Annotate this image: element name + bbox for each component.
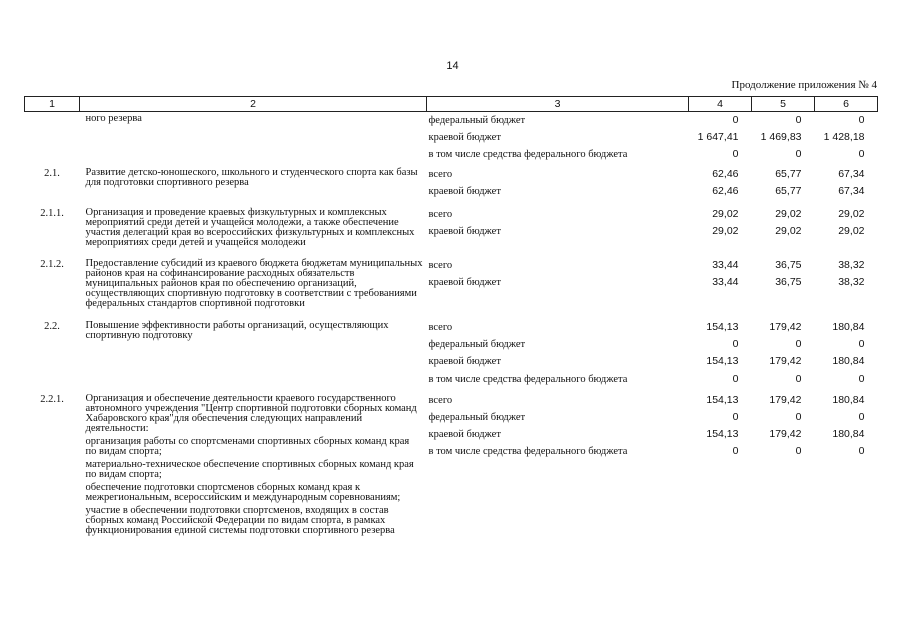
table-body xyxy=(25,112,878,541)
value-cell-5 xyxy=(752,257,815,312)
funding-source-label: всего xyxy=(428,168,453,180)
continuation-label: Продолжение приложения № 4 xyxy=(731,79,877,91)
description-paragraph: участие в обеспечении подготовки спортсменов, входящих в состав сборных команд Российской Федерации по видам спорта, в рамках функционирования единой системы подготовки спортивного резерва xyxy=(85,504,395,536)
funding-source-label: всего xyxy=(428,321,453,333)
amount-value: 1 469,83 xyxy=(760,131,802,144)
row-description xyxy=(80,319,427,388)
amount-value: 180,84 xyxy=(832,393,865,406)
description-paragraph: Организация и проведение краевых физкультурных и комплексных мероприятий среди детей и учащейся молодежи, а также обеспечение участия делегаций края во всероссийских физкультурных и комплексных мероприятиях среди детей и учащейся молодежи xyxy=(85,206,415,248)
row-description xyxy=(80,257,427,312)
amount-value: 36,75 xyxy=(775,258,802,271)
amount-value: 62,46 xyxy=(712,184,739,197)
value-cell-4 xyxy=(689,112,752,164)
amount-value: 0 xyxy=(732,338,739,351)
row-spacer xyxy=(25,539,878,541)
row-description xyxy=(80,166,427,200)
amount-value: 62,46 xyxy=(712,167,739,180)
value-cell-6 xyxy=(815,166,878,200)
amount-value: 67,34 xyxy=(838,167,865,180)
description-paragraph: обеспечение подготовки спортсменов сборных команд края к межрегиональным, всероссийским и международным соревнованиям; xyxy=(85,481,401,503)
amount-value: 179,42 xyxy=(769,428,802,441)
funding-source-cell xyxy=(427,392,689,539)
header-col-6: 6 xyxy=(815,97,878,112)
amount-value: 65,77 xyxy=(775,167,802,180)
funding-source-label: федеральный бюджет xyxy=(428,339,526,351)
funding-source-label: краевой бюджет xyxy=(428,277,501,289)
table-row xyxy=(25,319,878,388)
value-cell-5 xyxy=(752,166,815,200)
value-cell-6 xyxy=(815,319,878,388)
amount-value: 29,02 xyxy=(838,207,865,220)
amount-value: 0 xyxy=(795,445,802,458)
header-col-1: 1 xyxy=(25,97,80,112)
description-paragraph: Повышение эффективности работы организаций, осуществляющих спортивную подготовку xyxy=(85,319,389,341)
amount-value: 179,42 xyxy=(769,355,802,368)
description-paragraph: организация работы со спортсменами спортивных сборных команд края по видам спорта; xyxy=(85,435,410,457)
funding-source-label: в том числе средства федерального бюджета xyxy=(428,149,628,161)
amount-value: 154,13 xyxy=(706,428,739,441)
row-number: 2.1.1. xyxy=(40,207,64,219)
row-description xyxy=(80,206,427,251)
row-number: 2.2. xyxy=(44,320,60,332)
header-col-4: 4 xyxy=(689,97,752,112)
row-description xyxy=(80,112,427,164)
funding-source-label: краевой бюджет xyxy=(428,356,501,368)
amount-value: 33,44 xyxy=(712,276,739,289)
amount-value: 38,32 xyxy=(838,276,865,289)
amount-value: 0 xyxy=(795,410,802,423)
row-spacer xyxy=(25,312,878,319)
spacer-cell xyxy=(25,312,878,319)
amount-value: 0 xyxy=(795,372,802,385)
amount-value: 0 xyxy=(732,410,739,423)
amount-value: 0 xyxy=(795,148,802,161)
amount-value: 29,02 xyxy=(775,225,802,238)
amount-value: 0 xyxy=(732,445,739,458)
amount-value: 29,02 xyxy=(838,225,865,238)
header-col-3: 3 xyxy=(427,97,689,112)
amount-value: 0 xyxy=(732,148,739,161)
amount-value: 0 xyxy=(732,114,739,126)
funding-source-label: в том числе средства федерального бюджета xyxy=(428,446,628,458)
funding-source-cell xyxy=(427,166,689,200)
amount-value: 180,84 xyxy=(832,320,865,333)
table-row xyxy=(25,206,878,251)
amount-value: 180,84 xyxy=(832,428,865,441)
amount-value: 0 xyxy=(732,372,739,385)
amount-value: 154,13 xyxy=(706,355,739,368)
amount-value: 38,32 xyxy=(838,258,865,271)
spacer-cell xyxy=(25,539,878,541)
amount-value: 179,42 xyxy=(769,393,802,406)
value-cell-4 xyxy=(689,257,752,312)
amount-value: 154,13 xyxy=(706,393,739,406)
value-cell-4 xyxy=(689,392,752,539)
value-cell-6 xyxy=(815,112,878,164)
description-paragraph: материально-техническое обеспечение спортивных сборных команд края по видам спорта; xyxy=(85,458,414,480)
amount-value: 180,84 xyxy=(832,355,865,368)
funding-source-label: краевой бюджет xyxy=(428,132,501,144)
funding-source-label: всего xyxy=(428,208,453,220)
amount-value: 33,44 xyxy=(712,258,739,271)
row-number: 2.2.1. xyxy=(40,393,64,405)
table-row xyxy=(25,257,878,312)
funding-source-label: всего xyxy=(428,259,453,271)
value-cell-5 xyxy=(752,392,815,539)
amount-value: 179,42 xyxy=(769,320,802,333)
description-paragraph: Развитие детско-юношеского, школьного и студенческого спорта как базы для подготовки спортивного резерва xyxy=(85,166,418,188)
description-paragraph: Предоставление субсидий из краевого бюджета бюджетам муниципальных районов края на софинансирование расходных обязательств муниципальных районов края по обеспечению организаций, осуществляющих спортивную подготовку в соответствии с требованиями федеральных стандартов спортивной подготовки xyxy=(85,257,423,309)
value-cell-5 xyxy=(752,319,815,388)
amount-value: 0 xyxy=(858,445,865,458)
description-paragraph: Организация и обеспечение деятельности краевого государственного автономного учреждения "Центр спортивной подготовки сборных команд Хабаровского края"для обеспечения следующих направлений деятельности: xyxy=(85,392,417,434)
amount-value: 0 xyxy=(795,338,802,351)
amount-value: 36,75 xyxy=(775,276,802,289)
amount-value: 1 428,18 xyxy=(823,131,865,144)
funding-source-label: всего xyxy=(428,394,453,406)
page-number: 14 xyxy=(446,60,459,72)
amount-value: 0 xyxy=(795,114,802,126)
value-cell-4 xyxy=(689,206,752,251)
funding-source-label: краевой бюджет xyxy=(428,226,501,238)
table-row xyxy=(25,392,878,539)
row-number: 2.1. xyxy=(44,167,60,179)
amount-value: 0 xyxy=(858,372,865,385)
header-col-5: 5 xyxy=(752,97,815,112)
amount-value: 0 xyxy=(858,114,865,126)
description-paragraph: ного резерва xyxy=(85,113,142,124)
funding-source-label: краевой бюджет xyxy=(428,185,501,197)
table-row xyxy=(25,112,878,164)
funding-source-label: федеральный бюджет xyxy=(428,115,526,126)
header-col-2: 2 xyxy=(80,97,427,112)
table-row xyxy=(25,166,878,200)
value-cell-5 xyxy=(752,206,815,251)
funding-source-cell xyxy=(427,257,689,312)
budget-table xyxy=(24,96,878,541)
amount-value: 29,02 xyxy=(712,225,739,238)
amount-value: 0 xyxy=(858,148,865,161)
amount-value: 67,34 xyxy=(838,184,865,197)
funding-source-cell xyxy=(427,206,689,251)
value-cell-6 xyxy=(815,257,878,312)
funding-source-label: федеральный бюджет xyxy=(428,411,526,423)
table-header-row xyxy=(25,97,878,112)
value-cell-6 xyxy=(815,392,878,539)
amount-value: 0 xyxy=(858,338,865,351)
value-cell-4 xyxy=(689,319,752,388)
amount-value: 29,02 xyxy=(775,207,802,220)
value-cell-5 xyxy=(752,112,815,164)
funding-source-label: в том числе средства федерального бюджета xyxy=(428,373,628,385)
funding-source-cell xyxy=(427,319,689,388)
value-cell-4 xyxy=(689,166,752,200)
funding-source-label: краевой бюджет xyxy=(428,429,501,441)
funding-source-cell xyxy=(427,112,689,164)
amount-value: 65,77 xyxy=(775,184,802,197)
value-cell-6 xyxy=(815,206,878,251)
row-number xyxy=(25,112,80,164)
amount-value: 29,02 xyxy=(712,207,739,220)
amount-value: 1 647,41 xyxy=(697,131,739,144)
amount-value: 154,13 xyxy=(706,320,739,333)
row-description xyxy=(80,392,427,539)
amount-value: 0 xyxy=(858,410,865,423)
row-number: 2.1.2. xyxy=(40,258,64,270)
